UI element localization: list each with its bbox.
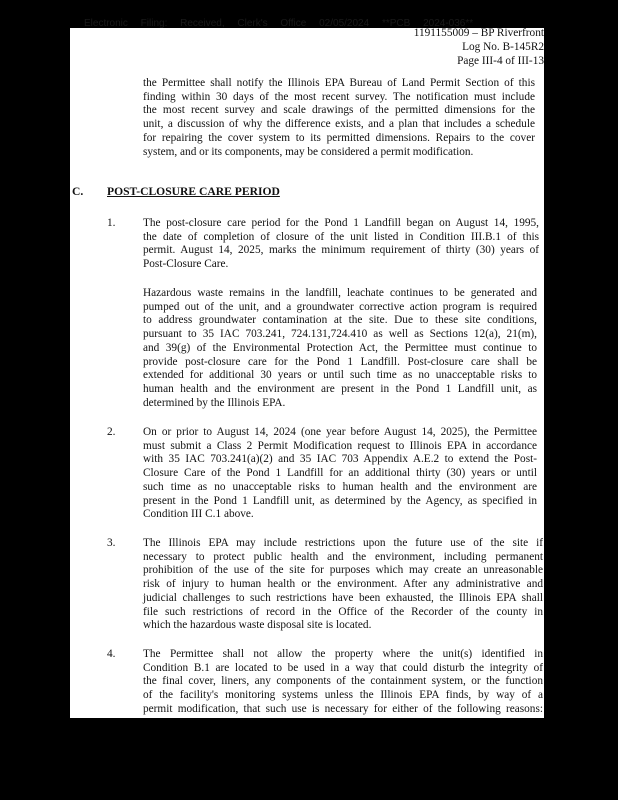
text-line: Hazardous waste remains in the landfill, leachate continues to be generated and (143, 287, 537, 299)
text-line: the final cover, liners, any components of the containment system, or the function (143, 675, 543, 688)
text-line: determined by the Illinois EPA. (143, 396, 286, 409)
text-line: the date of completion of closure of the unit listed in Condition III.B.1 of this (143, 230, 539, 243)
text-line: and 39(g) of the Environmental Protection Act, the Permittee must continue to (143, 341, 537, 354)
text-line: file such restrictions of record in the Office of the Recorder of the county in (143, 605, 543, 618)
item-number: 1. (107, 217, 116, 229)
text-line: The Illinois EPA may include restrictions upon the future use of the site if (143, 537, 543, 549)
filing-stamp: Electronic Filing: Received, Clerk's Office 02/05/2024 **PCB 2024-036** (84, 18, 474, 29)
text-line: Condition B.1 are located to be used in a way that could disturb the integrity of (143, 661, 543, 674)
text-line: present in the Pond 1 Landfill unit, as determined by the Agency, as specified in (143, 494, 537, 507)
text-line: the most recent survey and scale drawings of the permitted dimensions for the (143, 104, 535, 117)
text-line: must submit a Class 2 Permit Modification request to Illinois EPA in accordance (143, 439, 537, 452)
item-4-paragraph (143, 648, 543, 717)
text-line: permit. August 14, 2025, marks the minimum requirement of thirty (30) years of (143, 244, 539, 257)
text-line: pumped out of the unit, and a groundwater corrective action program is required (143, 300, 537, 313)
text-line: The post-closure care period for the Pond 1 Landfill began on August 14, 1995, (143, 217, 539, 229)
text-line: pursuant to 35 IAC 703.241, 724.131,724.410 as well as Sections 12(a), 21(m), (143, 328, 537, 341)
text-line: system, and or its components, may be considered a permit modification. (143, 145, 474, 158)
section-title: POST-CLOSURE CARE PERIOD (107, 185, 280, 198)
item-1-paragraph-1 (143, 217, 539, 272)
item-number: 4. (107, 648, 116, 660)
page-number: Page III-4 of III-13 (457, 55, 544, 67)
text-line: permit modification, that such use is necessary for either of the following reasons: (143, 702, 543, 715)
text-line: of the facility's monitoring systems unless the Illinois EPA finds, by way of a (143, 689, 543, 702)
text-line: such time as no unacceptable risks to human health and the environment are (143, 480, 537, 493)
text-line: Condition III C.1 above. (143, 508, 254, 521)
item-2-paragraph (143, 426, 537, 522)
facility-id: 1191155009 – BP Riverfront (413, 28, 544, 39)
text-line: judicial challenges to such restrictions have been exhausted, the Illinois EPA shall (143, 591, 543, 604)
item-1-paragraph-2 (143, 287, 537, 410)
text-line: risk of injury to human health or the environment. After any administrative and (143, 578, 543, 591)
item-number: 2. (107, 426, 116, 438)
text-line: Post-Closure Care. (143, 258, 229, 271)
text-line: for repairing the cover system to its permitted dimensions. Repairs to the cover (143, 131, 535, 144)
section-letter: C. (72, 185, 84, 198)
text-line: finding within 30 days of the most recent survey. The notification must include (143, 90, 535, 103)
text-line: Closure Care of the Pond 1 Landfill for an additional thirty (30) years or until (143, 467, 537, 480)
text-line: prohibition of the use of the site for purposes which may create an unreasonable (143, 564, 543, 577)
text-line: The Permittee shall not allow the property where the unit(s) identified in (143, 648, 543, 660)
item-3-paragraph (143, 537, 543, 633)
text-line: to address groundwater contamination at the site. Due to these site conditions, (143, 314, 537, 327)
text-line: extended for additional 30 years or until such time as no unacceptable risks to (143, 369, 537, 382)
text-line: the Permittee shall notify the Illinois EPA Bureau of Land Permit Section of this (143, 77, 535, 89)
intro-paragraph (143, 77, 535, 159)
log-number: Log No. B-145R2 (462, 41, 544, 53)
text-line: provide post-closure care for the Pond 1 Landfill. Post-closure care shall be (143, 355, 537, 368)
document-page (70, 28, 544, 718)
text-line: which the hazardous waste disposal site is located. (143, 619, 372, 632)
text-line: unit, a discussion of why the difference exists, and a plan that includes a schedule (143, 118, 535, 131)
text-line: On or prior to August 14, 2024 (one year before August 14, 2025), the Permittee (143, 426, 537, 438)
item-number: 3. (107, 537, 116, 549)
text-line: necessary to protect public health and the environment, including permanent (143, 550, 543, 563)
text-line: with 35 IAC 703.241(a)(2) and 35 IAC 703 Appendix A.E.2 to extend the Post- (143, 453, 537, 466)
page-header (414, 28, 544, 68)
text-line: human health and the environment are present in the Pond 1 Landfill unit, as (143, 382, 537, 395)
